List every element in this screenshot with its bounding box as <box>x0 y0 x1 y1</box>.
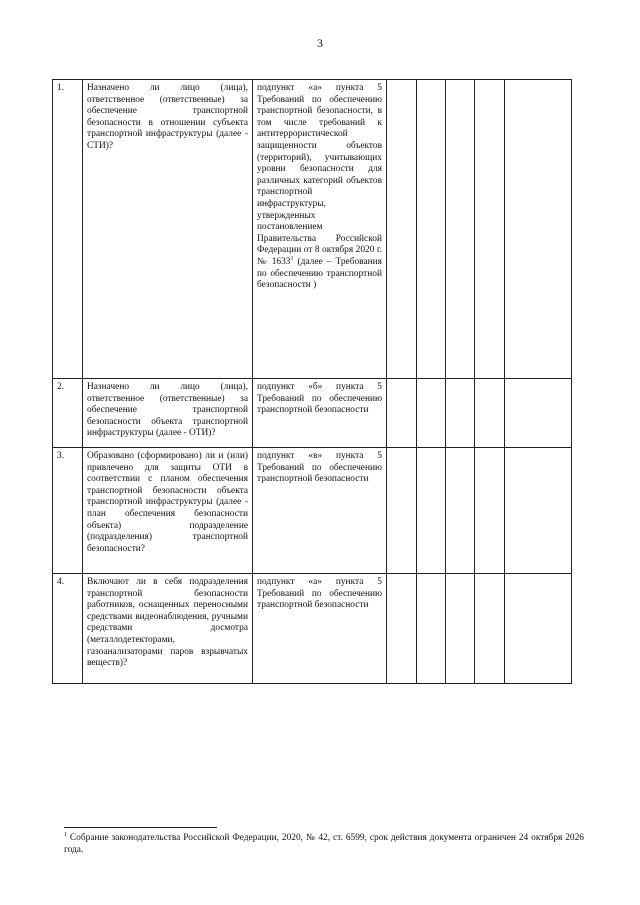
answer-cell-na[interactable] <box>446 80 475 379</box>
question-cell: Назначено ли лицо (лица), ответственное (ответственные) за обеспечение транспортной безопасности в отношении субъекта транспортной инфраструктуры (далее - СТИ)? <box>83 80 253 379</box>
footnote <box>64 832 584 856</box>
notes-cell[interactable] <box>505 379 572 448</box>
answer-cell-yes[interactable] <box>387 80 417 379</box>
footnote-divider <box>64 827 217 828</box>
reference-cell: подпункт «б» пункта 5 Требований по обеспечению транспортной безопасности <box>253 379 387 448</box>
footnote-ref: 1 <box>290 255 294 262</box>
page-number: 3 <box>317 36 323 50</box>
reference-cell: подпункт «в» пункта 5 Требований по обеспечению транспортной безопасности <box>253 448 387 574</box>
answer-cell-na[interactable] <box>446 448 475 574</box>
reference-cell: подпункт «а» пункта 5 Требований по обеспечению транспортной безопасности <box>253 574 387 684</box>
row-number: 2. <box>53 379 83 448</box>
answer-cell-no[interactable] <box>417 448 446 574</box>
table-row <box>53 80 572 379</box>
answer-cell-yes[interactable] <box>387 379 417 448</box>
answer-cell-extra[interactable] <box>475 80 505 379</box>
answer-cell-extra[interactable] <box>475 448 505 574</box>
footnote-text: Собрание законодательства Российской Федерации, 2020, № 42, ст. 6599, срок действия документа ограничен 24 октября 2026 года. <box>64 833 584 855</box>
answer-cell-no[interactable] <box>417 379 446 448</box>
answer-cell-na[interactable] <box>446 574 475 684</box>
reference-text: подпункт «а» пункта 5 Требований по обеспечению транспортной безопасности, в том числе требований к антитеррористической защищенности объектов (территорий), учитывающих уровни безопасности для различных категорий объектов транспортной инфраструктуры, утвержденных постановлением Правительства Российской Федерации от 8 октября 2020 г. № 1633 <box>257 83 382 267</box>
footnote-marker: 1 <box>64 831 67 838</box>
notes-cell[interactable] <box>505 80 572 379</box>
row-number: 4. <box>53 574 83 684</box>
answer-cell-yes[interactable] <box>387 574 417 684</box>
notes-cell[interactable] <box>505 574 572 684</box>
answer-cell-yes[interactable] <box>387 448 417 574</box>
question-cell: Образовано (сформировано) ли и (или) привлечено для защиты ОТИ в соответствии с планом обеспечения транспортной безопасности объекта транспортной инфраструктуры (далее - план обеспечения безопасности объекта) подразделение (подразделения) транспортной безопасности? <box>83 448 253 574</box>
reference-cell <box>253 80 387 379</box>
answer-cell-extra[interactable] <box>475 574 505 684</box>
question-cell: Назначено ли лицо (лица), ответственное (ответственные) за обеспечение транспортной безопасности объекта транспортной инфраструктуры (далее - ОТИ)? <box>83 379 253 448</box>
table-row <box>53 379 572 448</box>
checklist-table <box>52 79 572 684</box>
row-number: 1. <box>53 80 83 379</box>
answer-cell-extra[interactable] <box>475 379 505 448</box>
reference-text-tail: (далее – Требования по обеспечению транспортной безопасности ) <box>257 256 382 291</box>
answer-cell-no[interactable] <box>417 80 446 379</box>
answer-cell-na[interactable] <box>446 379 475 448</box>
row-number: 3. <box>53 448 83 574</box>
notes-cell[interactable] <box>505 448 572 574</box>
question-cell: Включают ли в себя подразделения транспортной безопасности работников, оснащенных переносными средствами видеонаблюдения, ручными средствами досмотра (металлодетекторами, газоанализаторами паров взрывчатых веществ)? <box>83 574 253 684</box>
table-row <box>53 448 572 574</box>
answer-cell-no[interactable] <box>417 574 446 684</box>
table-row <box>53 574 572 684</box>
